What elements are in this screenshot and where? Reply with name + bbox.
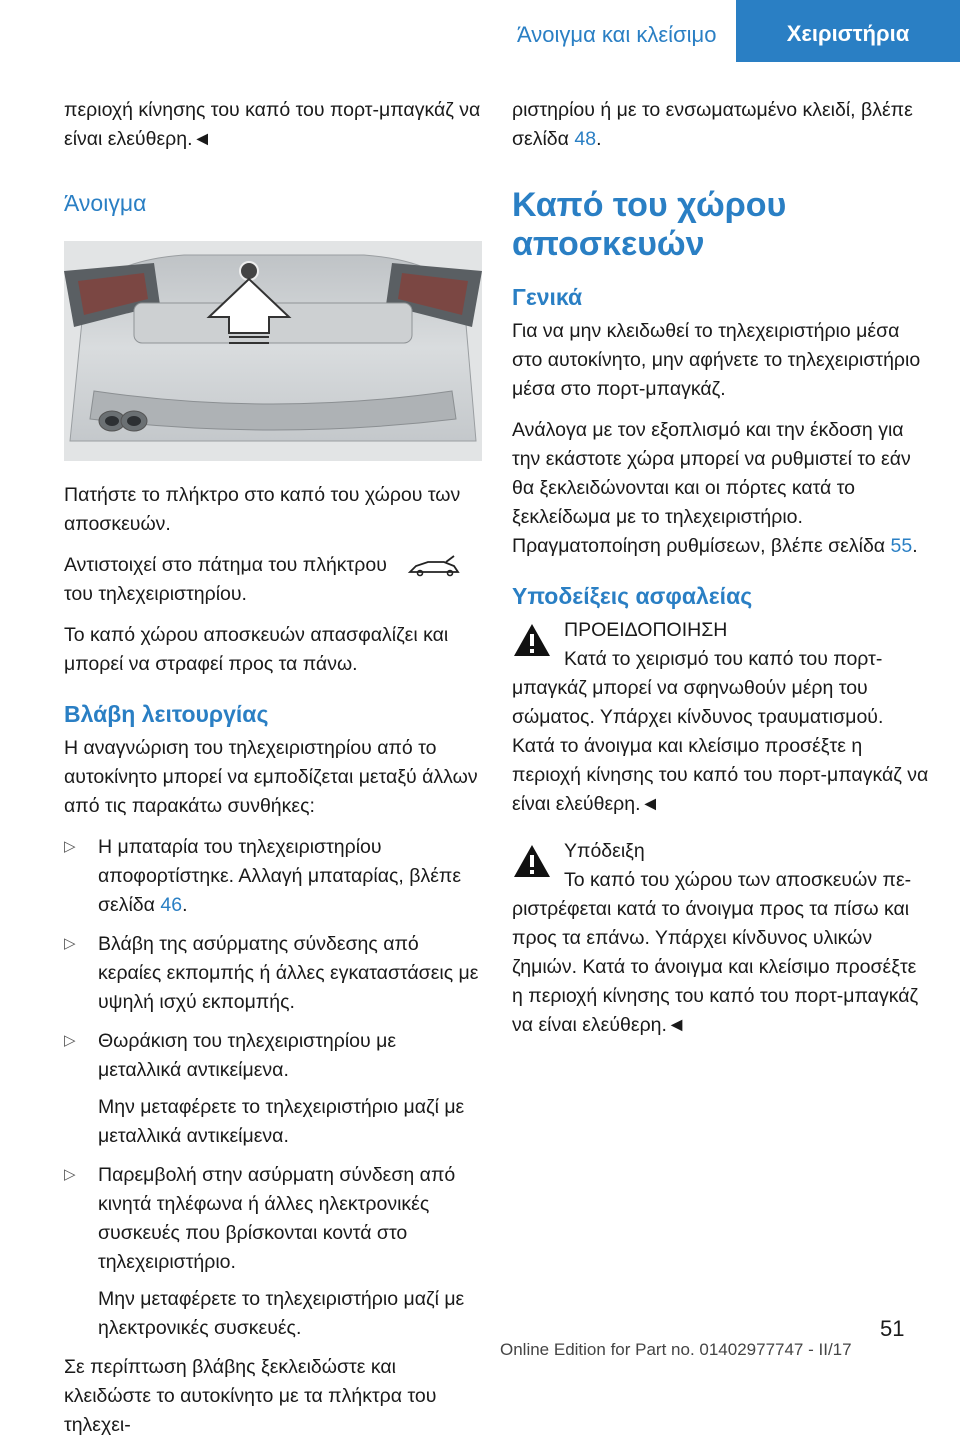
triangle-bullet-icon: ▷ xyxy=(64,935,76,952)
remote-equivalent-text-2: του τηλεχειριστηρίου. xyxy=(64,583,247,605)
list-item-suffix: . xyxy=(182,894,188,916)
continued-suffix: . xyxy=(596,128,602,150)
notice-first-line: Το καπό του χώρου των αποσκευών πε- xyxy=(564,869,912,891)
list-item xyxy=(64,1161,482,1343)
conditions-list xyxy=(64,833,482,1343)
car-trunk-illustration xyxy=(64,241,482,461)
page-link[interactable]: 46 xyxy=(160,894,183,916)
general-paragraph-2 xyxy=(512,416,930,561)
warning-first-line: Κατά το χειρισμό του καπό του πορτ- xyxy=(564,648,883,670)
triangle-bullet-icon: ▷ xyxy=(64,1032,76,1049)
closing-paragraph: Σε περίπτωση βλάβης ξεκλειδώστε και κλειδώστε το αυτοκίνητο με τα πλήκτρα του τηλεχει- xyxy=(64,1356,437,1436)
warning-triangle-icon xyxy=(512,843,552,879)
remote-equivalent-text: Αντιστοιχεί στο πάτημα του πλήκτρου xyxy=(64,554,387,576)
malfunction-intro: Η αναγνώριση του τηλεχειριστηρίου από το αυτοκίνητο μπορεί να εμποδίζεται μεταξύ άλλων από τις παρακάτω συνθήκες: xyxy=(64,737,478,817)
heading-general: Γενικά xyxy=(512,284,583,310)
list-item xyxy=(64,1027,482,1151)
page-link[interactable]: 55 xyxy=(890,535,913,557)
intro-paragraph: περιοχή κίνησης του καπό του πορτ-μπαγκάζ να είναι ελεύθερη.◄ xyxy=(64,99,481,150)
triangle-bullet-icon: ▷ xyxy=(64,1166,76,1183)
car-trunk-button-icon xyxy=(406,554,462,578)
warning-text: μπαγκάζ μπορεί να σφηνωθούν μέρη του σώματος. Υπάρχει κίνδυνος τραυματισμού. Κατά το άνοιγμα και κλείσιμο προσέξτε η περιοχή κίνησης του καπό του πορτ-μπαγκάζ να είναι ελεύθερη.◄ xyxy=(512,677,929,815)
edition-footer: Online Edition for Part no. 01402977747 - II/17 xyxy=(500,1340,852,1359)
continued-paragraph xyxy=(512,96,930,154)
left-column xyxy=(64,96,482,1440)
header-chapter-tab: Χειριστήρια xyxy=(736,0,960,62)
warning-title: ΠΡΟΕΙΔΟΠΟΙΗΣΗ xyxy=(564,619,728,641)
heading-trunk-lid: Καπό του χώρου αποσκευών xyxy=(512,186,787,263)
heading-opening: Άνοιγμα xyxy=(64,190,147,216)
list-item-text: Η μπαταρία του τηλεχειριστηρίου αποφορτίστηκε. Αλλαγή μπαταρίας, βλέπε σελίδα xyxy=(98,836,462,916)
page-link[interactable]: 48 xyxy=(574,128,597,150)
list-item xyxy=(64,833,482,920)
general-paragraph-1: Για να μην κλειδωθεί το τηλεχειριστήριο μέσα στο αυτοκίνητο, μην αφήνετε το τηλεχειριστήριο μέσα στο πορτ-μπαγκάζ. xyxy=(512,320,921,400)
notice-text: ριστρέφεται κατά το άνοιγμα προς τα πίσω και προς τα επάνω. Υπάρχει κίνδυνος υλικών ζημιών. Κατά το άνοιγμα και κλείσιμο προσέξτε η περιοχή κίνησης του καπό του πορτ-μπαγκάζ να είναι ελεύθερη.◄ xyxy=(512,898,919,1036)
page-header xyxy=(0,0,960,62)
list-item-text: Θωράκιση του τηλεχειριστηρίου με μεταλλικά αντικείμενα. xyxy=(98,1030,397,1081)
page-number: 51 xyxy=(880,1316,905,1341)
unlocks-paragraph: Το καπό χώρου αποσκευών απασφαλίζει και μπορεί να στραφεί προς τα πάνω. xyxy=(64,624,449,675)
warning-block xyxy=(512,616,930,819)
list-item xyxy=(64,930,482,1017)
warning-triangle-icon xyxy=(512,622,552,658)
right-column xyxy=(512,96,930,1054)
press-button-paragraph: Πατήστε το πλήκτρο στο καπό του χώρου των αποσκευών. xyxy=(64,484,461,535)
heading-malfunction: Βλάβη λειτουργίας xyxy=(64,701,269,727)
header-section-title: Άνοιγμα και κλείσιμο xyxy=(517,22,717,47)
general-text-2: Ανάλογα με τον εξοπλισμό και την έκδοση για την εκάστοτε χώρα μπορεί να ρυθμιστεί το εάν θα ξεκλειδώνονται και οι πόρτες κατά το ξεκλείδωμα με το τηλεχειριστήριο. Πραγματοποίηση ρυθμίσεων, βλέπε σελίδα xyxy=(512,419,911,557)
list-item-text: Βλάβη της ασύρματης σύνδεσης από κεραίες εκπομπής ή άλλες εγκαταστάσεις με υψηλή ισχύ εκπομπής. xyxy=(98,933,479,1013)
remote-equivalent-paragraph xyxy=(64,551,482,609)
list-item-advice: Μην μεταφέρετε το τηλεχειριστήριο μαζί με ηλεκτρονικές συσκευές. xyxy=(98,1288,465,1339)
notice-title: Υπόδειξη xyxy=(564,840,645,862)
triangle-bullet-icon: ▷ xyxy=(64,838,76,855)
general-suffix-2: . xyxy=(912,535,918,557)
heading-safety: Υποδείξεις ασφαλείας xyxy=(512,583,753,609)
list-item-text: Παρεμβολή στην ασύρματη σύνδεση από κινητά τηλέφωνα ή άλλες ηλεκτρονικές συσκευές που βρίσκονται κοντά στο τηλεχειριστήριο. xyxy=(98,1164,456,1273)
list-item-advice: Μην μεταφέρετε το τηλεχειριστήριο μαζί με μεταλλικά αντικείμενα. xyxy=(98,1096,465,1147)
continued-text: ριστηρίου ή με το ενσωματωμένο κλειδί, βλέπε σελίδα xyxy=(512,99,913,150)
notice-block xyxy=(512,837,930,1040)
